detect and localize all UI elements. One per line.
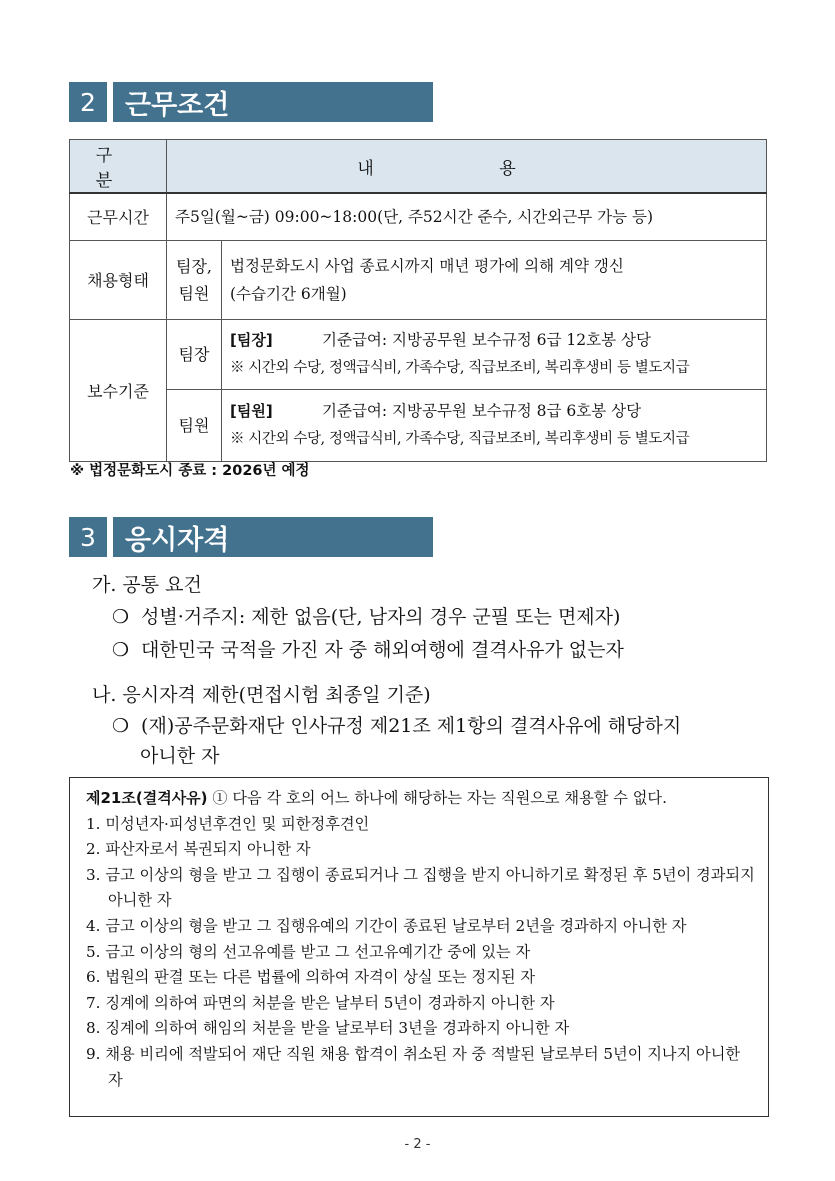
list-item: [112, 602, 620, 629]
table-row: [70, 240, 767, 319]
row-sub-label: 팀장: [167, 319, 222, 389]
row-text: [222, 240, 767, 319]
list-item-text: 대한민국 국적을 가진 자 중 해외여행에 결격사유가 없는자: [141, 639, 624, 661]
list-item: 9. 채용 비리에 적발되어 재단 직원 채용 합격이 취소된 자 중 적발된 날로부터 5년이 지나지 아니한 자: [86, 1044, 741, 1089]
table-footnote: ※ 법정문화도시 종료 : 2026년 예정: [70, 463, 310, 479]
pay-base: 기준급여: 지방공무원 보수규정 8급 6호봉 상당: [322, 402, 642, 420]
list-item: 1. 미성년자·피성년후견인 및 피한정후견인: [86, 814, 370, 833]
restriction-heading: 나. 응시자격 제한(면접시험 최종일 기준): [92, 684, 431, 706]
row-sub-label: [167, 240, 222, 319]
pay-line: [230, 326, 766, 354]
article-21-box: [69, 777, 769, 1117]
work-conditions-table: [69, 139, 767, 462]
article-title: 제21조(결격사유): [86, 789, 208, 807]
article-intro: ① 다음 각 호의 어느 하나에 해당하는 자는 직원으로 채용할 수 없다.: [212, 789, 667, 807]
list-item-text: 성별·거주지: 제한 없음(단, 남자의 경우 군필 또는 면제자): [141, 606, 621, 628]
row-text: [222, 319, 767, 389]
header-content: 내 용: [167, 140, 767, 194]
pay-base: 기준급여: 지방공무원 보수규정 6급 12호봉 상당: [322, 331, 651, 349]
pay-note: ※ 시간외 수당, 정액급식비, 가족수당, 직급보조비, 복리후생비 등 별도지급: [230, 431, 690, 447]
section-number: 2: [69, 82, 107, 122]
list-item: 2. 파산자로서 복권되지 아니한 자: [86, 840, 311, 859]
pay-note: ※ 시간외 수당, 정액급식비, 가족수당, 직급보조비, 복리후생비 등 별도지급: [230, 360, 690, 376]
list-item: 4. 금고 이상의 형을 받고 그 집행유예의 기간이 종료된 날로부터 2년을 경과하지 아니한 자: [86, 916, 687, 935]
section-number: 3: [69, 517, 107, 557]
pay-tag: [팀장]: [230, 331, 273, 349]
row-label: 근무시간: [70, 193, 167, 240]
section-title: 응시자격: [113, 517, 433, 557]
page-number: - 2 -: [404, 1137, 431, 1152]
table-row: [70, 389, 767, 461]
pay-tag: [팀원]: [230, 402, 273, 420]
sub-label-line: 팀원: [178, 283, 210, 303]
section-2-header: [69, 82, 433, 122]
list-item: 3. 금고 이상의 형을 받고 그 집행이 종료되거나 그 집행을 받지 아니하기로 확정된 후 5년이 경과되지 아니한 자: [86, 865, 755, 910]
row-sub-label: 팀원: [167, 389, 222, 461]
list-item: 7. 징계에 의하여 파면의 처분을 받은 날부터 5년이 경과하지 아니한 자: [86, 993, 555, 1012]
circle-bullet-icon: ❍: [112, 639, 130, 661]
table-header-row: [70, 140, 767, 194]
table-row: [70, 193, 767, 240]
list-item: 5. 금고 이상의 형의 선고유예를 받고 그 선고유예기간 중에 있는 자: [86, 942, 531, 961]
list-item: [112, 635, 624, 662]
list-item-text: (재)공주문화재단 인사규정 제21조 제1항의 결격사유에 해당하지: [141, 715, 682, 737]
section-3-header: [69, 517, 433, 557]
pay-line: [230, 397, 766, 425]
row-text: 주5일(월~금) 09:00~18:00(단, 주52시간 준수, 시간외근무 가능 등): [167, 193, 767, 240]
list-item: 6. 법원의 판결 또는 다른 법률에 의하여 자격이 상실 또는 정지된 자: [86, 968, 536, 987]
row-label: 채용형태: [70, 240, 167, 319]
text-line: 법정문화도시 사업 종료시까지 매년 평가에 의해 계약 갱신: [230, 256, 624, 275]
section-title: 근무조건: [113, 82, 433, 122]
list-item: [112, 711, 681, 738]
circle-bullet-icon: ❍: [112, 606, 130, 628]
article-heading: [86, 786, 758, 812]
circle-bullet-icon: ❍: [112, 715, 130, 737]
table-row: [70, 319, 767, 389]
list-item-continuation: 아니한 자: [140, 745, 220, 767]
row-text: [222, 389, 767, 461]
common-requirements-heading: 가. 공통 요건: [92, 574, 202, 596]
sub-label-line: 팀장,: [176, 256, 212, 276]
text-line: (수습기간 6개월): [230, 284, 347, 303]
row-label: 보수기준: [70, 319, 167, 461]
header-category: 구 분: [70, 140, 167, 194]
list-item: 8. 징계에 의하여 해임의 처분을 받을 날로부터 3년을 경과하지 아니한 자: [86, 1019, 570, 1038]
